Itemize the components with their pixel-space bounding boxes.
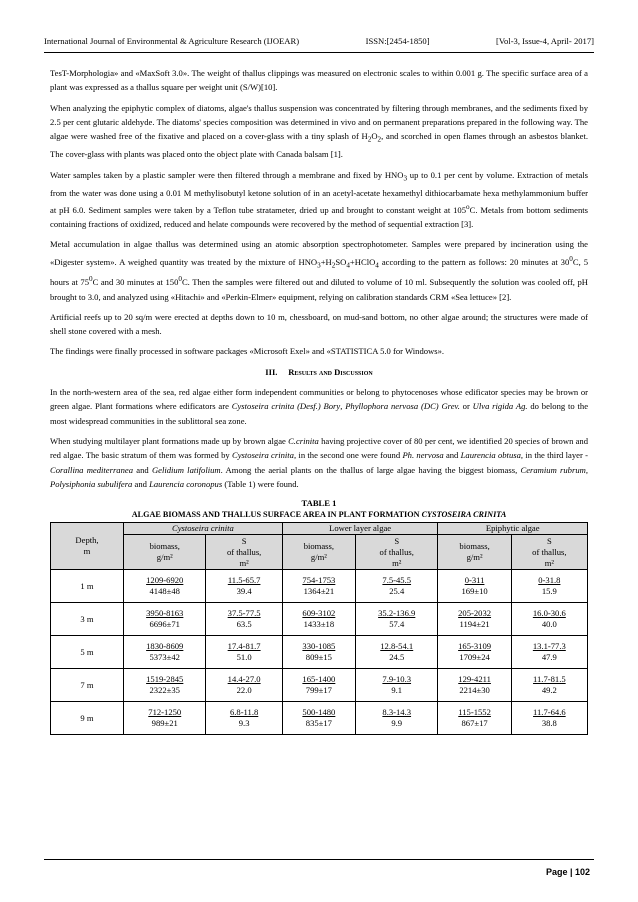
data-cell: 11.7-64.6 38.8 bbox=[511, 702, 587, 735]
data-cell: 11.7-81.5 49.2 bbox=[511, 669, 587, 702]
data-cell: 1209-6920 4148±48 bbox=[124, 570, 206, 603]
thallus-header: S of thallus, m² bbox=[355, 535, 437, 570]
table-row bbox=[51, 603, 588, 636]
data-cell: 14.4-27.0 22.0 bbox=[206, 669, 282, 702]
data-cell: 1830-8609 5373±42 bbox=[124, 636, 206, 669]
data-cell: 13.1-77.3 47.9 bbox=[511, 636, 587, 669]
data-cell: 500-1480 835±17 bbox=[282, 702, 355, 735]
biomass-header: biomass, g/m² bbox=[124, 535, 206, 570]
paragraph-3: Water samples taken by a plastic sampler were then filtered through a membrane and fixed by $HNO_3$ up to 0.1 per cent by volume. Extraction of metals from the water was done using a 0.01 M methylisobutyl ketone solution of in an acetyl-acetate hexamethyl dithiocarbamate hexa methylammonium buffer at pH 6.0. Sediment samples were taken by a Teflon tube stratameter, dried up and brought to constant weight at 105$^o$C. Metals from bottom sediments containing fractions of oxidized, reduced and helate compounds were recovered by the method of sequential extraction [3]. bbox=[50, 169, 588, 229]
paragraph-2: When analyzing the epiphytic complex of diatoms, algae's thallus suspension was concentrated by filtering through membranes, and the sediments fixed by 2.5 per cent glutaric aldehyde. The diatoms' species composition was determined in vivo and on permanent preparations prepared in the following way. The algae were washed free of the fixative and placed on a cover-glass with a tiny splash of $H_2O_2$, and scorched in open flames through an asbestos blanket. The cover-glass with plants was placed onto the object plate with Canada balsam [1]. bbox=[50, 102, 588, 160]
data-cell: 3950-8163 6696±71 bbox=[124, 603, 206, 636]
depth-cell: 9 m bbox=[51, 702, 124, 735]
biomass-header: biomass, g/m² bbox=[282, 535, 355, 570]
data-cell: 12.8-54.1 24.5 bbox=[355, 636, 437, 669]
data-cell: 129-4211 2214±30 bbox=[438, 669, 511, 702]
data-cell: 35.2-136.9 57.4 bbox=[355, 603, 437, 636]
header-rule bbox=[44, 52, 594, 53]
data-cell: 712-1250 989±21 bbox=[124, 702, 206, 735]
paragraph-4: Metal accumulation in algae thallus was determined using an atomic absorption spectrophotometer. Samples were prepared by incineration using the «Digester system». A weighed quantity was treated by the mixture of $HNO_3+H_2SO_4+HClO_4$ according to the pattern as follows: 20 minutes at $30^0C$, 5 hours at $75^0C$ and 30 minutes at $150^0C$. Then the samples were filtered out and diluted to volume of 10 ml. Subsequently the solution was cooled off, pH brought to 3.0, and analyzed using «Hitachi» and «Perkin-Elmer» equipment, relying on calibration standards CRM «Sea lettuce» [2]. bbox=[50, 239, 589, 302]
running-header bbox=[44, 36, 594, 46]
data-cell: 16.0-30.6 40.0 bbox=[511, 603, 587, 636]
table-row bbox=[51, 669, 588, 702]
page-number: Page | 102 bbox=[545, 867, 590, 877]
data-cell: 37.5-77.5 63.5 bbox=[206, 603, 282, 636]
depth-cell: 5 m bbox=[51, 636, 124, 669]
algae-biomass-table bbox=[50, 522, 588, 735]
table-row bbox=[51, 636, 588, 669]
depth-header: Depth, m bbox=[51, 523, 124, 570]
data-cell: 7.5-45.5 25.4 bbox=[355, 570, 437, 603]
table-title: TABLE 1 bbox=[301, 498, 337, 509]
footer-rule bbox=[44, 859, 594, 860]
group-header-lower-layer: Lower layer algae bbox=[282, 523, 438, 535]
data-cell: 165-1400 799±17 bbox=[282, 669, 355, 702]
data-cell: 754-1753 1364±21 bbox=[282, 570, 355, 603]
paragraph-8: When studying multilayer plant formations made up by brown algae C.crinita having projective cover of 80 per cent, we identified 20 species of brown and red algae. The basic stratum of them was formed by Cystoseira crinita, in the second one were found Ph. nervosa and Laurencia obtusa, in the third layer - Corallina mediterranea and Gelidium latifolium. Among the aerial plants on the thallus of large algae having the biggest biomass, Ceramium rubrum, Polysiphonia subulifera and Laurencia coronopus (Table 1) were found. bbox=[50, 435, 589, 489]
data-cell: 0-311 169±10 bbox=[438, 570, 511, 603]
data-cell: 0-31.8 15.9 bbox=[511, 570, 587, 603]
data-cell: 7.9-10.3 9.1 bbox=[355, 669, 437, 702]
depth-cell: 7 m bbox=[51, 669, 124, 702]
data-cell: 205-2032 1194±21 bbox=[438, 603, 511, 636]
table-row bbox=[51, 570, 588, 603]
data-cell: 1519-2845 2322±35 bbox=[124, 669, 206, 702]
data-cell: 165-3109 1709±24 bbox=[438, 636, 511, 669]
journal-title: International Journal of Environmental & Agriculture Research (IJOEAR) bbox=[44, 36, 300, 46]
data-cell: 6.8-11.8 9.3 bbox=[206, 702, 282, 735]
depth-cell: 3 m bbox=[51, 603, 124, 636]
issn: ISSN:[2454-1850] bbox=[365, 36, 430, 46]
data-cell: 330-1085 809±15 bbox=[282, 636, 355, 669]
data-cell: 8.3-14.3 9.9 bbox=[355, 702, 437, 735]
thallus-header: S of thallus, m² bbox=[511, 535, 587, 570]
table-row bbox=[51, 702, 588, 735]
data-cell: 609-3102 1433±18 bbox=[282, 603, 355, 636]
section-heading: III. Results and Discussion bbox=[265, 366, 373, 377]
group-header-epiphytic: Epiphytic algae bbox=[438, 523, 588, 535]
data-cell: 115-1552 867±17 bbox=[438, 702, 511, 735]
depth-cell: 1 m bbox=[51, 570, 124, 603]
paragraph-1: TesT-Morphologia» and «MaxSoft 3.0». The weight of thallus clippings was measured on electronic scales to within 0.001 g. The specific surface area of a plant was expressed as a thallus square per weight unit (S/W)[10]. bbox=[50, 68, 588, 93]
paragraph-5: Artificial reefs up to 20 sq/m were erected at depths down to 10 m, chessboard, on mud-sand bottom, no other algae around; the structures were made of shell stone covered with a mesh. bbox=[50, 311, 588, 337]
table-caption: ALGAE BIOMASS AND THALLUS SURFACE AREA IN PLANT FORMATION CYSTOSEIRA CRINITA bbox=[131, 510, 507, 520]
biomass-header: biomass, g/m² bbox=[438, 535, 511, 570]
thallus-header: S of thallus, m² bbox=[206, 535, 282, 570]
article-body bbox=[50, 66, 588, 735]
paragraph-6: The findings were finally processed in software packages «Microsoft Exel» and «STATISTICA 5.0 for Windows». bbox=[50, 346, 445, 357]
volume-issue: [Vol-3, Issue-4, April- 2017] bbox=[496, 36, 594, 46]
data-cell: 17.4-81.7 51.0 bbox=[206, 636, 282, 669]
group-header-cystoseira: Cystoseira crinita bbox=[124, 523, 283, 535]
data-cell: 11.5-65.7 39.4 bbox=[206, 570, 282, 603]
paragraph-7: In the north-western area of the sea, red algae either form independent communities or belong to phytocenoses whose edificator species may be brown or green algae. Plant formations where edificators are Cystoseira crinita (Desf.) Bory, Phyllophora nervosa (DC) Grev. or Ulva rigida Ag. do belong to the most widespread communities in the sublittoral sea zone. bbox=[50, 387, 589, 426]
